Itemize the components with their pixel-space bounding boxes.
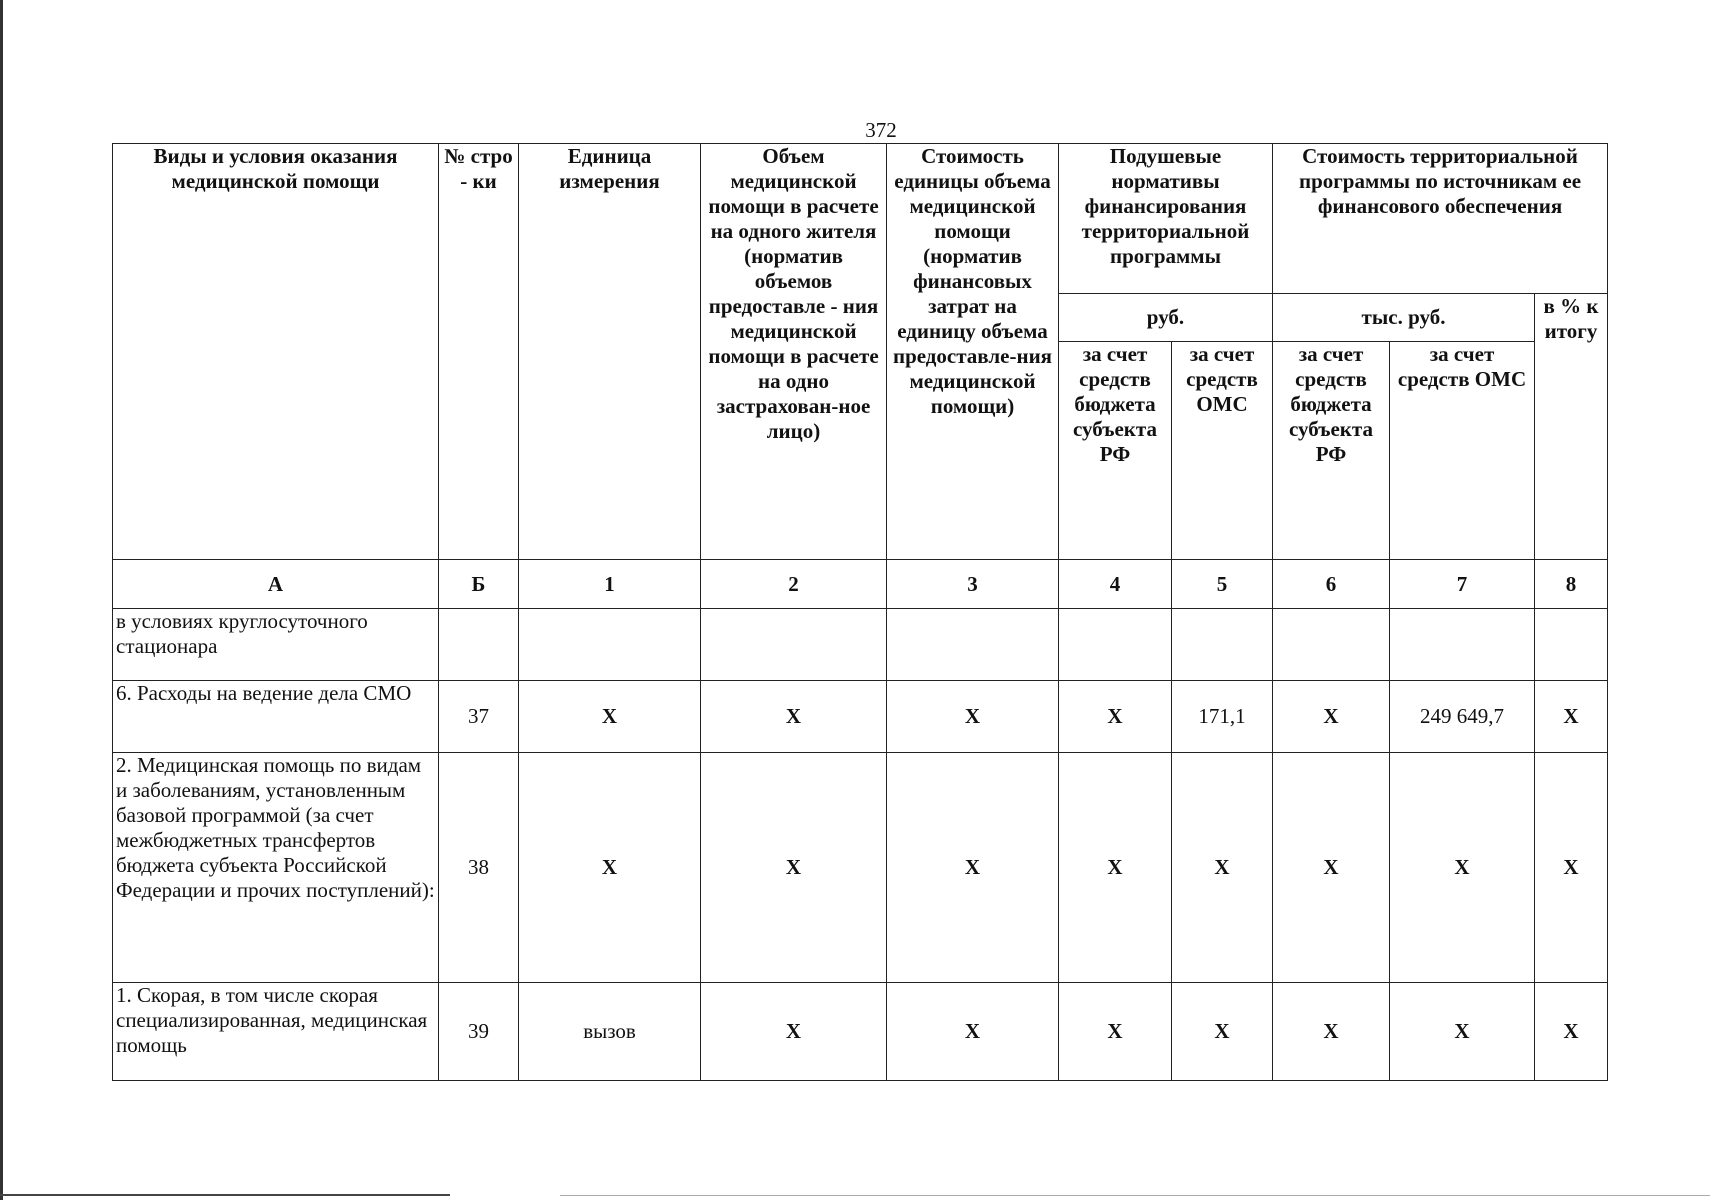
volume-cell: Х <box>701 681 887 753</box>
index-cell: А <box>113 560 439 609</box>
table-row <box>113 609 1608 681</box>
row-label: 1. Скорая, в том числе скорая специализированная, медицинская помощь <box>113 983 439 1081</box>
volume-cell <box>701 609 887 681</box>
header-per-capita-norms: Подушевые нормативы финансирования территориальной программы <box>1059 144 1273 294</box>
percent-cell: Х <box>1535 681 1608 753</box>
index-cell: 1 <box>519 560 701 609</box>
oms-rub-cell: 171,1 <box>1172 681 1273 753</box>
oms-rub-cell: Х <box>1172 983 1273 1081</box>
column-index-row <box>113 560 1608 609</box>
table-row <box>113 983 1608 1081</box>
budget-thousand-cell: Х <box>1273 681 1390 753</box>
index-cell: 4 <box>1059 560 1172 609</box>
unit-cell: Х <box>519 753 701 983</box>
financing-table <box>112 143 1608 1081</box>
header-types-of-care: Виды и условия оказания медицинской помощи <box>113 144 439 560</box>
budget-thousand-cell <box>1273 609 1390 681</box>
header-percent-of-total: в % к итогу <box>1535 294 1608 560</box>
row-label: 2. Медицинская помощь по видам и заболеваниям, установленным базовой программой (за счет межбюджетных трансфертов бюджета субъекта Российской Федерации и прочих поступлений): <box>113 753 439 983</box>
unit-cost-cell: Х <box>887 753 1059 983</box>
header-budget-thousand-rub: за счет средств бюджета субъекта РФ <box>1273 342 1390 560</box>
budget-rub-cell <box>1059 609 1172 681</box>
percent-cell <box>1535 609 1608 681</box>
oms-rub-cell: Х <box>1172 753 1273 983</box>
oms-thousand-cell: 249 649,7 <box>1390 681 1535 753</box>
percent-cell: Х <box>1535 753 1608 983</box>
oms-thousand-cell <box>1390 609 1535 681</box>
scan-edge-bottom-faint <box>560 1195 1710 1196</box>
header-unit-thousand-rub: тыс. руб. <box>1273 294 1535 342</box>
index-cell: 7 <box>1390 560 1535 609</box>
budget-rub-cell: Х <box>1059 983 1172 1081</box>
index-cell: 2 <box>701 560 887 609</box>
header-row-number: № стро - ки <box>439 144 519 560</box>
index-cell: 5 <box>1172 560 1273 609</box>
index-cell: Б <box>439 560 519 609</box>
unit-cost-cell: Х <box>887 681 1059 753</box>
table-row <box>113 681 1608 753</box>
header-unit-cost: Стоимость единицы объема медицинской помощи (норматив финансовых затрат на единицу объема предоставле-ния медицинской помощи) <box>887 144 1059 560</box>
header-unit-rub: руб. <box>1059 294 1273 342</box>
budget-thousand-cell: Х <box>1273 983 1390 1081</box>
row-label: 6. Расходы на ведение дела СМО <box>113 681 439 753</box>
header-unit: Единица измерения <box>519 144 701 560</box>
index-cell: 3 <box>887 560 1059 609</box>
row-number-cell: 38 <box>439 753 519 983</box>
scan-edge-bottom <box>0 1194 450 1196</box>
row-number-cell <box>439 609 519 681</box>
oms-thousand-cell: Х <box>1390 753 1535 983</box>
budget-rub-cell: Х <box>1059 681 1172 753</box>
volume-cell: Х <box>701 983 887 1081</box>
percent-cell: Х <box>1535 983 1608 1081</box>
unit-cell: вызов <box>519 983 701 1081</box>
budget-thousand-cell: Х <box>1273 753 1390 983</box>
table-row <box>113 753 1608 983</box>
scan-edge-left <box>0 0 3 1200</box>
header-row-1 <box>113 144 1608 294</box>
header-budget-rub: за счет средств бюджета субъекта РФ <box>1059 342 1172 560</box>
header-oms-rub: за счет средств ОМС <box>1172 342 1273 560</box>
header-oms-thousand-rub: за счет средств ОМС <box>1390 342 1535 560</box>
unit-cost-cell <box>887 609 1059 681</box>
unit-cell: Х <box>519 681 701 753</box>
header-program-cost: Стоимость территориальной программы по источникам ее финансового обеспечения <box>1273 144 1608 294</box>
oms-thousand-cell: Х <box>1390 983 1535 1081</box>
unit-cost-cell: Х <box>887 983 1059 1081</box>
index-cell: 8 <box>1535 560 1608 609</box>
row-number-cell: 37 <box>439 681 519 753</box>
row-number-cell: 39 <box>439 983 519 1081</box>
oms-rub-cell <box>1172 609 1273 681</box>
unit-cell <box>519 609 701 681</box>
volume-cell: Х <box>701 753 887 983</box>
header-volume: Объем медицинской помощи в расчете на одного жителя (норматив объемов предоставле - ния медицинской помощи в расчете на одно застрахован-ное лицо) <box>701 144 887 560</box>
index-cell: 6 <box>1273 560 1390 609</box>
budget-rub-cell: Х <box>1059 753 1172 983</box>
row-label: в условиях круглосуточного стационара <box>113 609 439 681</box>
page-number: 372 <box>865 118 897 142</box>
